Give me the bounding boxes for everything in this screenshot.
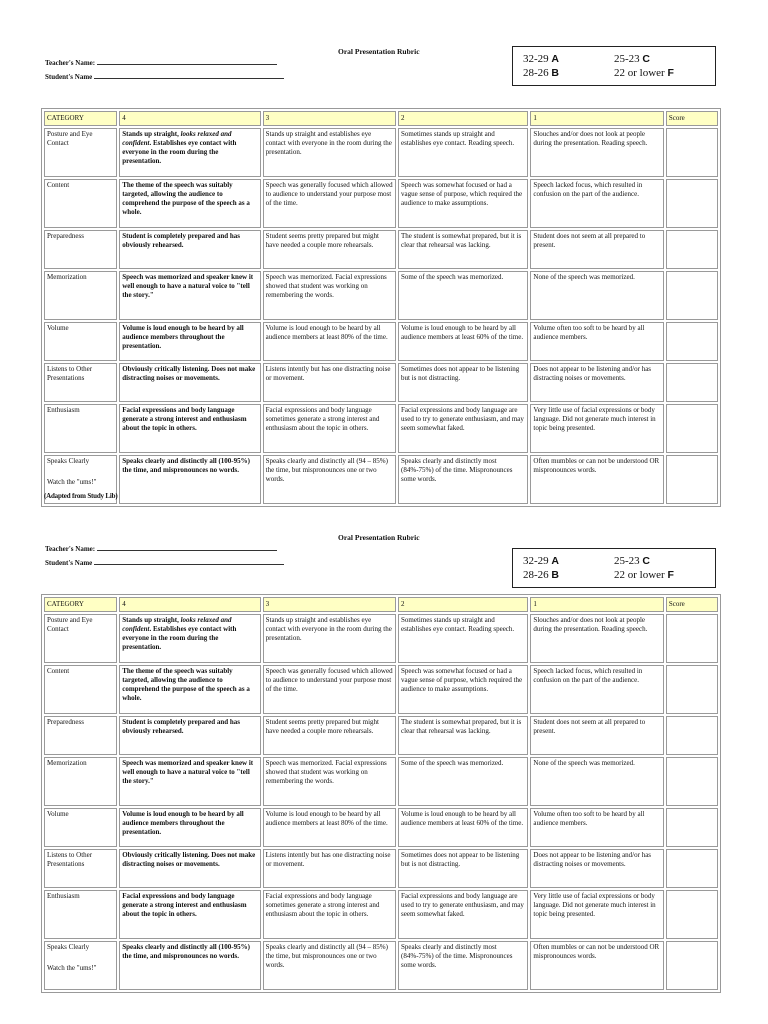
- row-category: Listens to Other Presentations: [44, 363, 117, 402]
- student-name-label: Student's Name: [45, 73, 93, 81]
- score-cell: [666, 757, 718, 806]
- cell-2: Facial expressions and body language are used to try to generate enthusiasm, and may seem somewhat faked.: [398, 890, 528, 939]
- cell-1: Very little use of facial expressions or body language. Did not generate much interest in topic being presented.: [530, 404, 663, 453]
- cell-1: Student does not seem at all prepared to present.: [530, 230, 663, 269]
- cell-1: None of the speech was memorized.: [530, 757, 663, 806]
- cell-2: Some of the speech was memorized.: [398, 271, 528, 320]
- row-category: Memorization: [44, 757, 117, 806]
- header-1: 1: [530, 111, 663, 126]
- cell-4: Speaks clearly and distinctly all (100-95%) the time, and mispronounces no words.: [119, 455, 260, 504]
- cell-3: Stands up straight and establishes eye contact with everyone in the room during the presentation.: [263, 614, 396, 663]
- header-3: 3: [263, 597, 396, 612]
- row-category: Content: [44, 665, 117, 714]
- grade-b: 28-26 B: [523, 67, 560, 79]
- cell-4: Stands up straight, looks relaxed and confident. Establishes eye contact with everyone in the room during the presentation.: [119, 128, 260, 177]
- row-category: Posture and Eye Contact: [44, 614, 117, 663]
- row-category: Listens to Other Presentations: [44, 849, 117, 888]
- header-4: 4: [119, 597, 260, 612]
- table-row: [44, 230, 718, 269]
- cell-2: Some of the speech was memorized.: [398, 757, 528, 806]
- table-row: [44, 179, 718, 228]
- teacher-name-line: [97, 57, 277, 65]
- teacher-name-field: [45, 543, 277, 553]
- cell-2: Speaks clearly and distinctly most (84%-75%) of the time. Mispronounces some words.: [398, 455, 528, 504]
- table-row: [44, 271, 718, 320]
- cell-3: Speech was memorized. Facial expressions showed that student was working on remembering the words.: [263, 271, 396, 320]
- cell-2: Sometimes does not appear to be listening but is not distracting.: [398, 363, 528, 402]
- category-note: Watch the "ums!": [47, 478, 97, 487]
- row-category: Enthusiasm: [44, 404, 117, 453]
- cell-4: Student is completely prepared and has obviously rehearsed.: [119, 716, 260, 755]
- row-category: Content: [44, 179, 117, 228]
- cell-3: Speaks clearly and distinctly all (94 – 85%) the time, but mispronounces one or two words.: [263, 941, 396, 990]
- cell-1: Often mumbles or can not be understood OR mispronounces words.: [530, 941, 663, 990]
- table-row: [44, 716, 718, 755]
- cell-3: Speaks clearly and distinctly all (94 – 85%) the time, but mispronounces one or two words.: [263, 455, 396, 504]
- row-category: Enthusiasm: [44, 890, 117, 939]
- cell-1: Does not appear to be listening and/or has distracting noises or movements.: [530, 363, 663, 402]
- score-cell: [666, 322, 718, 361]
- row-category: Speaks Clearly Watch the "ums!": [44, 455, 117, 504]
- cell-2: Volume is loud enough to be heard by all audience members at least 60% of the time.: [398, 322, 528, 361]
- cell-4: Volume is loud enough to be heard by all audience members throughout the presentation.: [119, 808, 260, 847]
- score-cell: [666, 363, 718, 402]
- student-name-field: [45, 557, 284, 567]
- row-category: Speaks Clearly Watch the "ums!": [44, 941, 117, 990]
- cell-3: Student seems pretty prepared but might have needed a couple more rehearsals.: [263, 716, 396, 755]
- cell-2: Sometimes stands up straight and establishes eye contact. Reading speech.: [398, 614, 528, 663]
- grade-scale-box: [512, 46, 716, 86]
- cell-4: Speech was memorized and speaker knew it well enough to have a natural voice to "tell the story.": [119, 757, 260, 806]
- cell-3: Student seems pretty prepared but might have needed a couple more rehearsals.: [263, 230, 396, 269]
- grade-b: 28-26 B: [523, 569, 560, 581]
- table-row: [44, 128, 718, 177]
- cell-4: Speaks clearly and distinctly all (100-95%) the time, and mispronounces no words.: [119, 941, 260, 990]
- student-name-line: [94, 557, 284, 565]
- grade-a: 32-29 A: [523, 555, 560, 567]
- grade-scale-box: [512, 548, 716, 588]
- cell-2: Volume is loud enough to be heard by all audience members at least 60% of the time.: [398, 808, 528, 847]
- student-name-line: [94, 71, 284, 79]
- score-cell: [666, 271, 718, 320]
- score-cell: [666, 614, 718, 663]
- header-category: CATEGORY: [44, 597, 117, 612]
- table-row: [44, 363, 718, 402]
- score-cell: [666, 716, 718, 755]
- cell-1: Speech lacked focus, which resulted in confusion on the part of the audience.: [530, 665, 663, 714]
- rubric-table: [41, 108, 721, 507]
- cell-2: Speech was somewhat focused or had a vague sense of purpose, which required the audience to make assumptions.: [398, 179, 528, 228]
- cell-4: Speech was memorized and speaker knew it well enough to have a natural voice to "tell the story.": [119, 271, 260, 320]
- category-note: Watch the "ums!": [47, 964, 97, 973]
- table-row: [44, 757, 718, 806]
- table-row: [44, 890, 718, 939]
- table-row: [44, 665, 718, 714]
- score-cell: [666, 404, 718, 453]
- grade-c: 25-23 C: [614, 53, 651, 65]
- cell-2: Speaks clearly and distinctly most (84%-75%) of the time. Mispronounces some words.: [398, 941, 528, 990]
- adapted-note: (Adapted from Study Lib): [44, 492, 118, 500]
- score-cell: [666, 230, 718, 269]
- table-row: [44, 614, 718, 663]
- cell-1: Student does not seem at all prepared to present.: [530, 716, 663, 755]
- score-cell: [666, 941, 718, 990]
- cell-3: Listens intently but has one distracting noise or movement.: [263, 849, 396, 888]
- table-header-row: [44, 597, 718, 612]
- rubric-title: Oral Presentation Rubric: [338, 533, 420, 542]
- teacher-name-line: [97, 543, 277, 551]
- cell-1: Very little use of facial expressions or body language. Did not generate much interest in topic being presented.: [530, 890, 663, 939]
- score-cell: [666, 128, 718, 177]
- rubric-title: Oral Presentation Rubric: [338, 47, 420, 56]
- teacher-name-field: [45, 57, 277, 67]
- score-cell: [666, 808, 718, 847]
- grade-a: 32-29 A: [523, 53, 560, 65]
- table-row: [44, 941, 718, 990]
- cell-2: The student is somewhat prepared, but it is clear that rehearsal was lacking.: [398, 230, 528, 269]
- cell-1: None of the speech was memorized.: [530, 271, 663, 320]
- cell-4: The theme of the speech was suitably targeted, allowing the audience to comprehend the purpose of the speech as a whole.: [119, 179, 260, 228]
- table-row: [44, 322, 718, 361]
- cell-2: Facial expressions and body language are used to try to generate enthusiasm, and may seem somewhat faked.: [398, 404, 528, 453]
- cell-3: Speech was generally focused which allowed to audience to understand your purpose most of the time.: [263, 179, 396, 228]
- table-row: [44, 849, 718, 888]
- cell-4: Obviously critically listening. Does not make distracting noises or movements.: [119, 363, 260, 402]
- row-category: Volume: [44, 808, 117, 847]
- cell-1: Volume often too soft to be heard by all audience members.: [530, 322, 663, 361]
- row-category: Memorization: [44, 271, 117, 320]
- cell-3: Speech was generally focused which allowed to audience to understand your purpose most of the time.: [263, 665, 396, 714]
- cell-1: Slouches and/or does not look at people during the presentation. Reading speech.: [530, 128, 663, 177]
- row-category: Preparedness: [44, 716, 117, 755]
- cell-2: Sometimes does not appear to be listening but is not distracting.: [398, 849, 528, 888]
- cell-1: Does not appear to be listening and/or has distracting noises or movements.: [530, 849, 663, 888]
- cell-4: Facial expressions and body language generate a strong interest and enthusiasm about the topic in others.: [119, 890, 260, 939]
- table-row: [44, 808, 718, 847]
- header-2: 2: [398, 111, 528, 126]
- cell-4: Stands up straight, looks relaxed and confident. Establishes eye contact with everyone in the room during the presentation.: [119, 614, 260, 663]
- header-score: Score: [666, 597, 718, 612]
- table-row: [44, 455, 718, 504]
- table-header-row: [44, 111, 718, 126]
- cell-3: Facial expressions and body language sometimes generate a strong interest and enthusiasm about the topic in others.: [263, 890, 396, 939]
- student-name-label: Student's Name: [45, 559, 93, 567]
- cell-2: The student is somewhat prepared, but it is clear that rehearsal was lacking.: [398, 716, 528, 755]
- score-cell: [666, 849, 718, 888]
- table-row: [44, 404, 718, 453]
- header-4: 4: [119, 111, 260, 126]
- cell-3: Volume is loud enough to be heard by all audience members at least 80% of the time.: [263, 808, 396, 847]
- cell-3: Volume is loud enough to be heard by all audience members at least 80% of the time.: [263, 322, 396, 361]
- score-cell: [666, 890, 718, 939]
- header-3: 3: [263, 111, 396, 126]
- cell-4: Obviously critically listening. Does not make distracting noises or movements.: [119, 849, 260, 888]
- cell-3: Listens intently but has one distracting noise or movement.: [263, 363, 396, 402]
- cell-4: The theme of the speech was suitably targeted, allowing the audience to comprehend the purpose of the speech as a whole.: [119, 665, 260, 714]
- teacher-name-label: Teacher's Name:: [45, 545, 96, 553]
- header-category: CATEGORY: [44, 111, 117, 126]
- teacher-name-label: Teacher's Name:: [45, 59, 96, 67]
- grade-f: 22 or lower F: [614, 67, 674, 79]
- header-1: 1: [530, 597, 663, 612]
- score-cell: [666, 179, 718, 228]
- row-category: Volume: [44, 322, 117, 361]
- score-cell: [666, 665, 718, 714]
- header-2: 2: [398, 597, 528, 612]
- grade-c: 25-23 C: [614, 555, 651, 567]
- cell-2: Sometimes stands up straight and establishes eye contact. Reading speech.: [398, 128, 528, 177]
- cell-4: Facial expressions and body language generate a strong interest and enthusiasm about the topic in others.: [119, 404, 260, 453]
- cell-3: Facial expressions and body language sometimes generate a strong interest and enthusiasm about the topic in others.: [263, 404, 396, 453]
- cell-1: Speech lacked focus, which resulted in confusion on the part of the audience.: [530, 179, 663, 228]
- rubric-table: [41, 594, 721, 993]
- cell-1: Slouches and/or does not look at people during the presentation. Reading speech.: [530, 614, 663, 663]
- grade-f: 22 or lower F: [614, 569, 674, 581]
- header-score: Score: [666, 111, 718, 126]
- cell-4: Student is completely prepared and has obviously rehearsed.: [119, 230, 260, 269]
- row-category: Preparedness: [44, 230, 117, 269]
- cell-3: Stands up straight and establishes eye contact with everyone in the room during the presentation.: [263, 128, 396, 177]
- cell-1: Volume often too soft to be heard by all audience members.: [530, 808, 663, 847]
- row-category: Posture and Eye Contact: [44, 128, 117, 177]
- cell-1: Often mumbles or can not be understood OR mispronounces words.: [530, 455, 663, 504]
- cell-2: Speech was somewhat focused or had a vague sense of purpose, which required the audience to make assumptions.: [398, 665, 528, 714]
- cell-4: Volume is loud enough to be heard by all audience members throughout the presentation.: [119, 322, 260, 361]
- cell-3: Speech was memorized. Facial expressions showed that student was working on remembering the words.: [263, 757, 396, 806]
- student-name-field: [45, 71, 284, 81]
- score-cell: [666, 455, 718, 504]
